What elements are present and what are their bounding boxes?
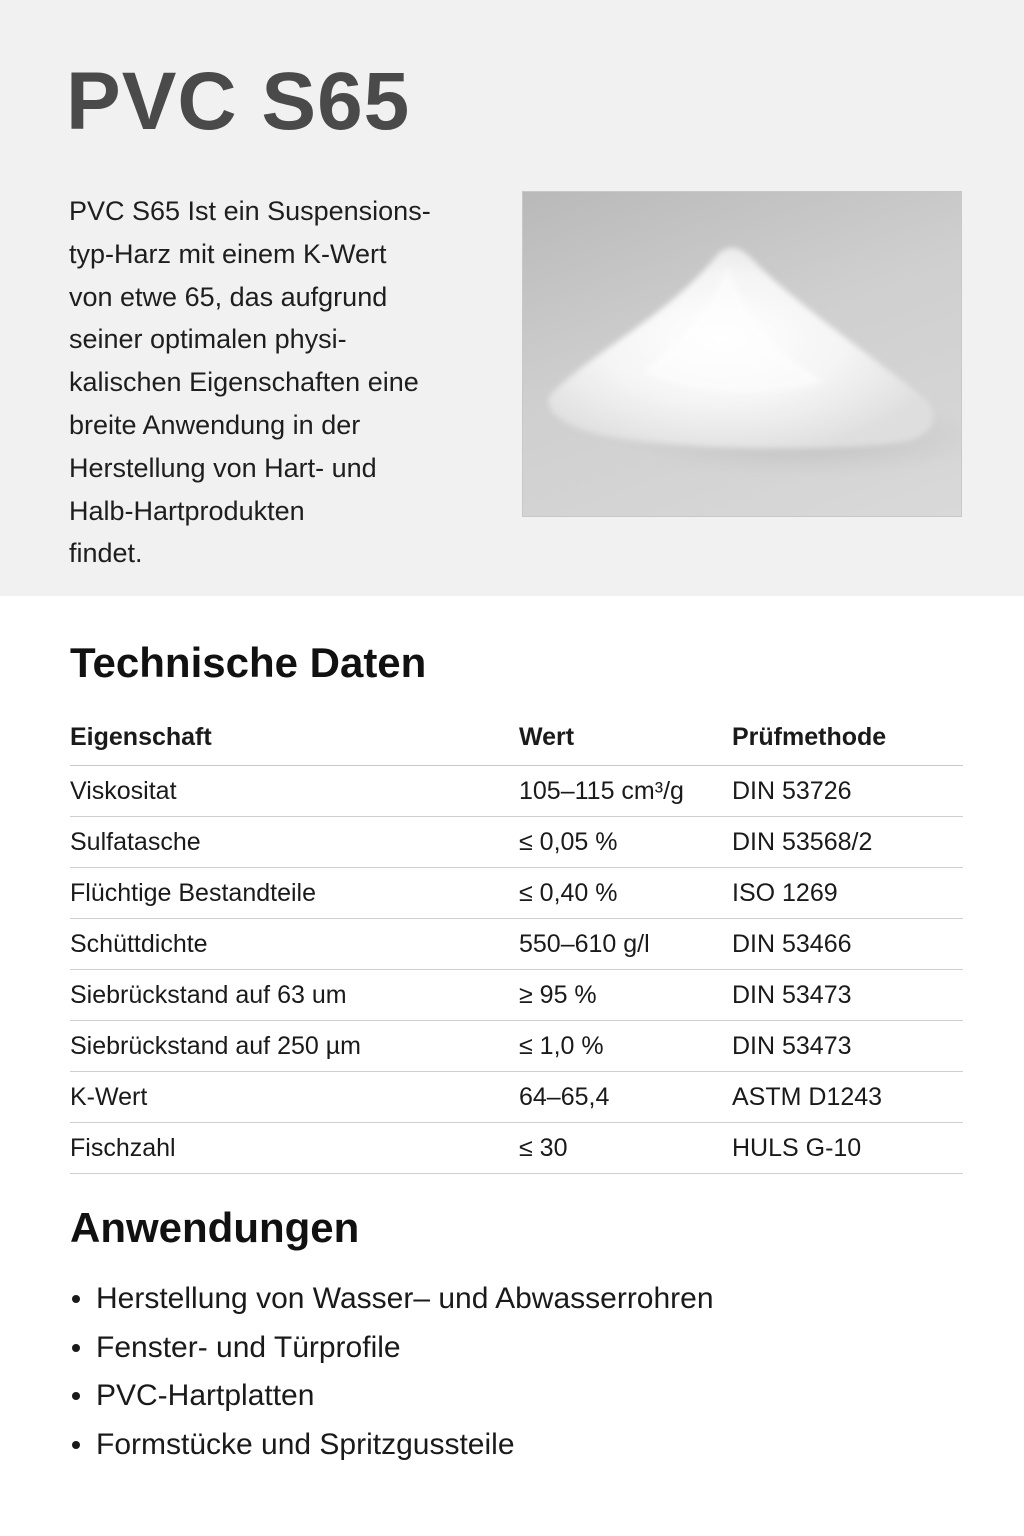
- property-cell: Siebrückstand auf 250 µm: [70, 1021, 519, 1072]
- intro-line: Halb-Hartprodukten: [69, 495, 305, 526]
- page-title: PVC S65: [66, 56, 411, 147]
- list-item-label: Herstellung von Wasser– und Abwasserrohren: [96, 1282, 714, 1315]
- pvc-powder-image: [522, 191, 962, 517]
- value-cell: ≤ 1,0 %: [519, 1021, 732, 1072]
- list-item-label: PVC-Hartplatten: [96, 1379, 315, 1412]
- test-method-cell: DIN 53473: [732, 1021, 963, 1072]
- applications-list: [70, 1275, 714, 1469]
- table-row: [70, 1123, 963, 1174]
- value-cell: ≤ 0,05 %: [519, 817, 732, 868]
- list-item: [70, 1372, 714, 1421]
- column-header-test-method: Prüfmethode: [732, 710, 963, 766]
- test-method-cell: ISO 1269: [732, 868, 963, 919]
- column-header-value: Wert: [519, 710, 732, 766]
- table-row: [70, 868, 963, 919]
- intro-paragraph: [69, 190, 469, 575]
- property-cell: Viskositat: [70, 766, 519, 817]
- table-row: [70, 1072, 963, 1123]
- table-row: [70, 919, 963, 970]
- bullet-icon: [72, 1295, 80, 1303]
- bullet-icon: [72, 1392, 80, 1400]
- value-cell: 105–115 cm³/g: [519, 766, 732, 817]
- property-cell: Fischzahl: [70, 1123, 519, 1174]
- property-cell: K-Wert: [70, 1072, 519, 1123]
- bullet-icon: [72, 1344, 80, 1352]
- value-cell: ≥ 95 %: [519, 970, 732, 1021]
- property-cell: Schüttdichte: [70, 919, 519, 970]
- test-method-cell: HULS G-10: [732, 1123, 963, 1174]
- intro-line: breite Anwendung in der: [69, 409, 361, 440]
- table-row: [70, 970, 963, 1021]
- property-cell: Flüchtige Bestandteile: [70, 868, 519, 919]
- table-row: [70, 766, 963, 817]
- intro-line: Herstellung von Hart- und: [69, 452, 377, 483]
- test-method-cell: ASTM D1243: [732, 1072, 963, 1123]
- value-cell: ≤ 0,40 %: [519, 868, 732, 919]
- column-header-property: Eigenschaft: [70, 710, 519, 766]
- list-item: [70, 1324, 714, 1373]
- intro-line: typ-Harz mit einem K-Wert: [69, 238, 387, 269]
- test-method-cell: DIN 53466: [732, 919, 963, 970]
- value-cell: 550–610 g/l: [519, 919, 732, 970]
- bullet-icon: [72, 1441, 80, 1449]
- list-item: [70, 1421, 714, 1470]
- intro-line: kalischen Eigenschaften eine: [69, 367, 419, 398]
- table-row: [70, 817, 963, 868]
- intro-line: von etwe 65, das aufgrund: [69, 281, 388, 312]
- test-method-cell: DIN 53568/2: [732, 817, 963, 868]
- hero-section: [0, 0, 1024, 596]
- table-row: [70, 1021, 963, 1072]
- property-cell: Siebrückstand auf 63 um: [70, 970, 519, 1021]
- test-method-cell: DIN 53473: [732, 970, 963, 1021]
- powder-pile-illustration: [523, 192, 962, 517]
- technical-data-heading: Technische Daten: [70, 639, 427, 686]
- property-cell: Sulfatasche: [70, 817, 519, 868]
- technical-data-table: [70, 710, 963, 1174]
- list-item-label: Fenster- und Türprofile: [96, 1330, 401, 1364]
- applications-heading: Anwendungen: [70, 1204, 360, 1251]
- value-cell: 64–65,4: [519, 1072, 732, 1123]
- intro-line: PVC S65 Ist ein Suspensions-: [69, 196, 431, 226]
- list-item: [70, 1275, 714, 1324]
- intro-line: findet.: [69, 538, 143, 569]
- intro-line: seiner optimalen physi-: [69, 324, 347, 355]
- value-cell: ≤ 30: [519, 1123, 732, 1174]
- list-item-label: Formstücke und Spritzgussteile: [96, 1427, 515, 1461]
- test-method-cell: DIN 53726: [732, 766, 963, 817]
- table-header-row: [70, 710, 963, 766]
